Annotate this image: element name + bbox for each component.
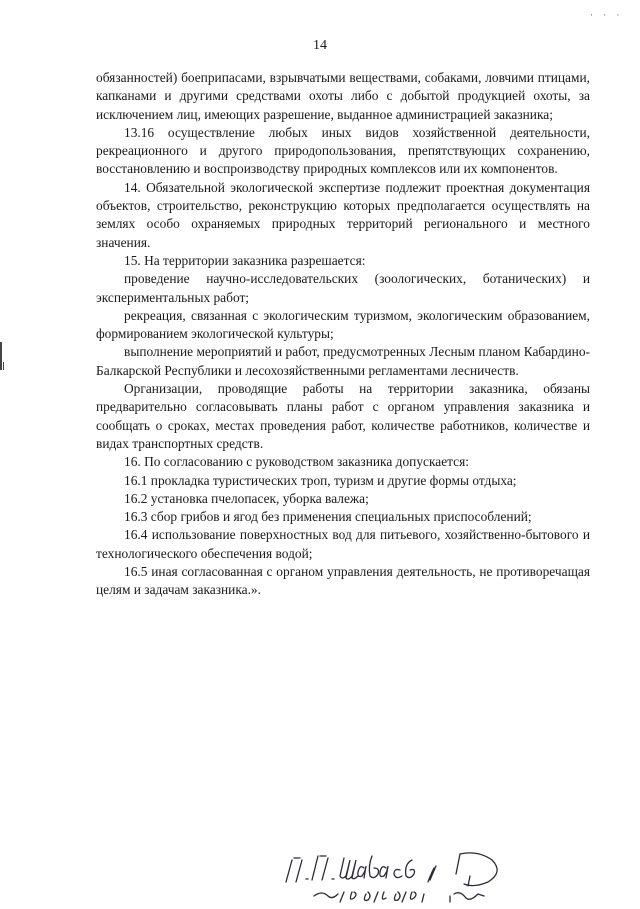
paragraph: 14. Обязательной экологической экспертизе подлежит проектная документация объектов, строительство, реконструкцию которых предполагается осуществлять на землях особо охраняемых природных территорий регионального и местного значения. bbox=[96, 179, 590, 250]
paragraph: 16.2 установка пчелопасек, уборка валежа; bbox=[124, 490, 369, 506]
paragraph: 16.3 сбор грибов и ягод без применения специальных приспособлений; bbox=[124, 509, 532, 525]
paragraph: рекреация, связанная с экологическим туризмом, экологическим образованием, формированием экологической культуры; bbox=[96, 307, 590, 342]
paragraph: 16. По согласованию с руководством заказника допускается: bbox=[124, 454, 469, 470]
paragraph: Организации, проводящие работы на территории заказника, обязаны предварительно согласовывать планы работ с органом управления заказника и сообщать о сроках, местах проведения работ, количестве работников, количестве и видах транспортных средств. bbox=[96, 381, 590, 451]
paragraph: 16.5 иная согласованная с органом управления деятельность, не противоречащая целям и задачам заказника.». bbox=[96, 564, 590, 598]
paragraph: 13.16 осуществление любых иных видов хозяйственной деятельности, рекреационного и другого природопользования, препятствующих сохранению, восстановлению и воспроизводству природных комплексов или их компонентов. bbox=[96, 124, 590, 177]
document-body bbox=[96, 69, 590, 600]
corner-mark: · · · bbox=[590, 10, 624, 20]
paragraph: 15. На территории заказника разрешается: bbox=[124, 252, 366, 268]
paragraph: проведение научно-исследовательских (зоологических, ботанических) и экспериментальных работ; bbox=[96, 271, 590, 305]
paragraph: выполнение мероприятий и работ, предусмотренных Лесным планом Кабардино-Балкарской Республики и лесохозяйственными регламентами лесничеств. bbox=[96, 344, 590, 378]
handwritten-signature bbox=[278, 846, 528, 909]
margin-mark bbox=[0, 342, 2, 370]
page-number: 14 bbox=[313, 38, 327, 53]
paragraph: обязанностей) боеприпасами, взрывчатыми веществами, собаками, ловчими птицами, капканами и другими средствами охоты либо с добытой продукцией охоты, за исключением лиц, имеющих разрешение, выданное администрацией заказника; bbox=[96, 70, 590, 122]
paragraph: 16.1 прокладка туристических троп, туризм и другие формы отдыха; bbox=[124, 472, 517, 488]
paragraph: 16.4 использование поверхностных вод для питьевого, хозяйственно-бытового и технологического обеспечения водой; bbox=[96, 527, 590, 561]
margin-mark-small bbox=[3, 362, 4, 370]
